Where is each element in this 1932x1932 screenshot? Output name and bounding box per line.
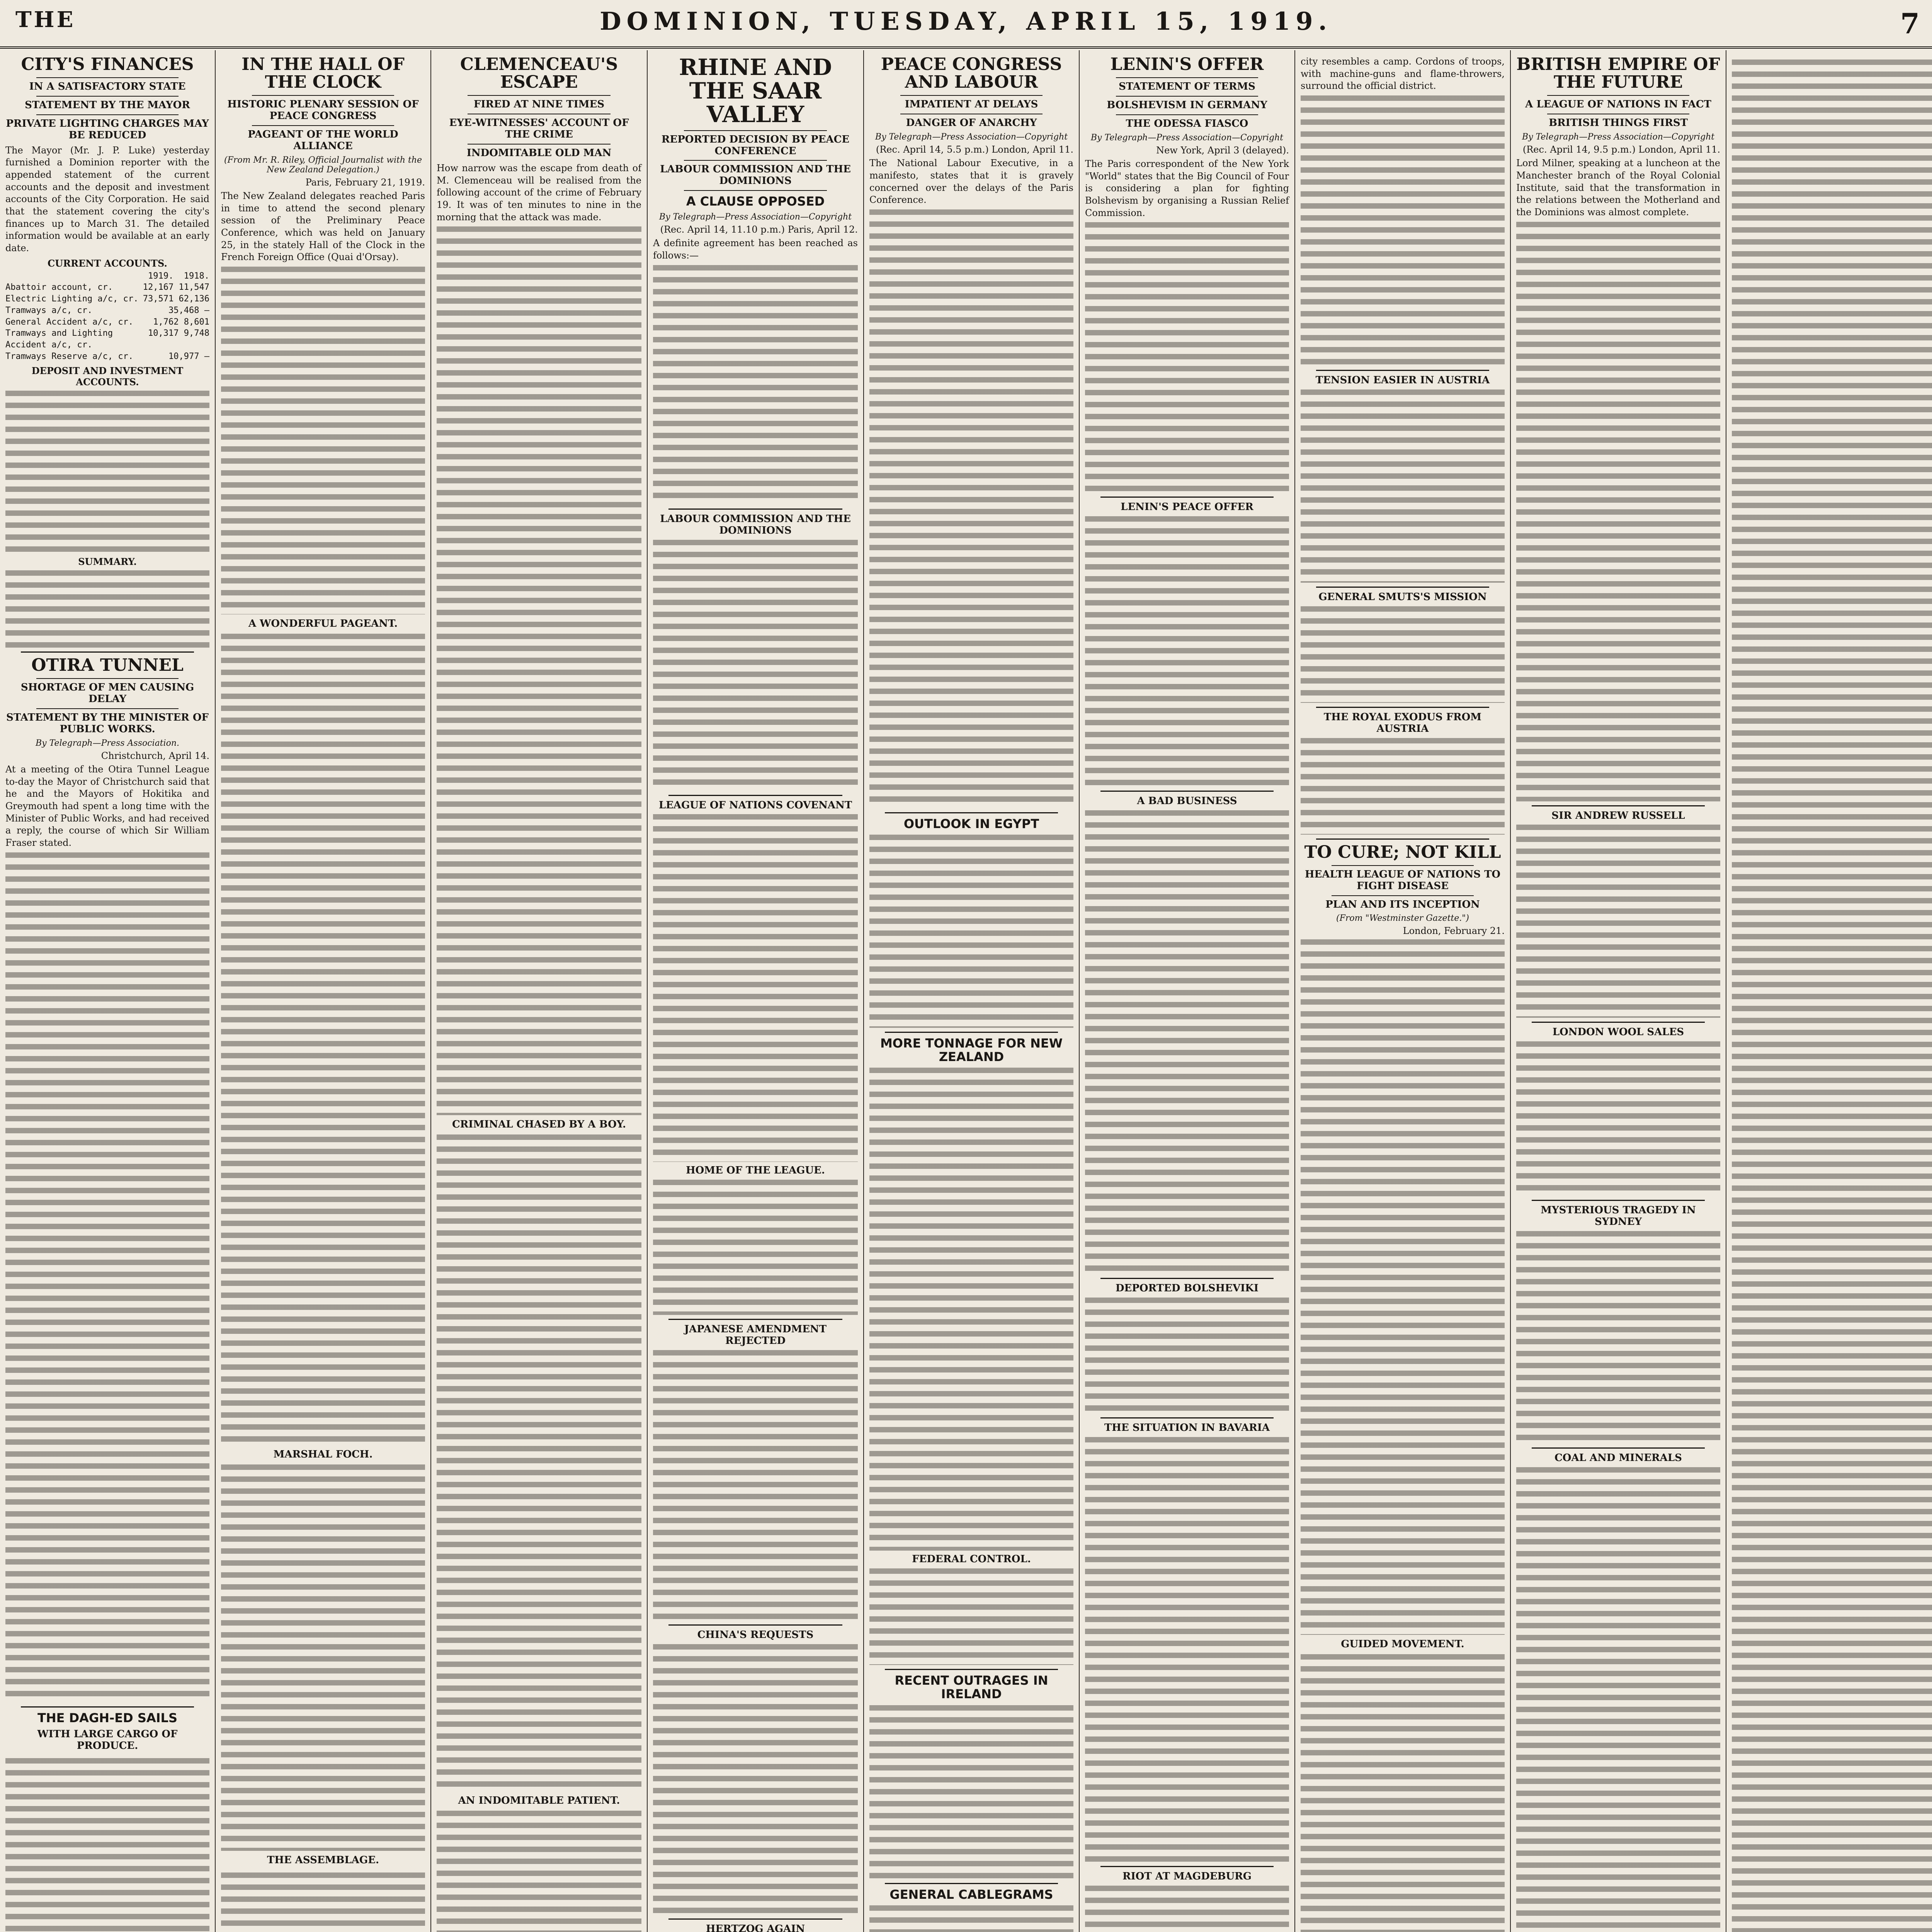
table-section: SUMMARY. [78,556,137,568]
headline-british-empire: BRITISH EMPIRE OF THE FUTURE [1516,54,1720,92]
text-block [869,1568,1073,1665]
divider [1100,1278,1274,1279]
text-block [1516,1041,1720,1196]
subhead: OUTLOOK IN EGYPT [903,816,1039,831]
divider [36,114,179,115]
column-1 [0,50,216,1932]
deck: DANGER OF ANARCHY [906,117,1037,129]
credit-line: (From "Westminster Gazette.") [1336,913,1469,923]
subhead: MARSHAL FOCH. [273,1448,373,1460]
deck: A CLAUSE OPPOSED [686,194,825,209]
dateline: (Rec. April 14, 5.5 p.m.) London, April 11. [876,144,1073,155]
column-6 [1080,50,1295,1932]
table-row: General Accident a/c, cr. 1,762 8,601 [5,317,209,327]
divider [1316,370,1489,371]
divider [1316,587,1489,588]
subhead: HERTZOG AGAIN [706,1923,805,1932]
divider [668,1624,842,1626]
divider [885,1669,1058,1670]
divider [1532,1447,1705,1449]
masthead [0,0,1932,49]
subhead: RIOT AT MAGDEBURG [1122,1870,1252,1882]
deck: IMPATIENT AT DELAYS [905,99,1038,111]
text-block [1085,810,1289,1274]
divider [36,96,179,97]
article-body: The Mayor (Mr. J. P. Luke) yesterday furnished a Dominion reporter with the appended statement of the current accounts and the deposit and investment accounts of the City Corporation. He said that the statement covering the city's finances up to March 31. The detailed information would be available at an early date. [5,145,209,254]
article-body: city resembles a camp. Cordons of troops, with machine-guns and flame-throwers, surround the official district. [1301,56,1505,92]
text-block [1516,1231,1720,1444]
deck: IN A SATISFACTORY STATE [29,81,186,93]
headline-sails: THE DAGH-ED SAILS [37,1710,177,1725]
divider [1332,895,1474,896]
deck: A LEAGUE OF NATIONS IN FACT [1525,99,1711,111]
deck: EYE-WITNESSES' ACCOUNT OF THE CRIME [449,117,629,141]
subhead: THE ASSEMBLAGE. [267,1854,379,1866]
deck: FIRED AT NINE TIMES [473,99,605,111]
text-block [1516,1467,1720,1932]
divider [684,130,827,131]
text-block [1301,738,1505,835]
divider [900,95,1043,96]
divider [668,509,842,510]
masthead-title: DOMINION, TUESDAY, APRIL 15, 1919. [600,7,1332,36]
divider [1100,1417,1274,1418]
table-header [5,270,209,282]
divider [21,651,194,653]
credit-line: By Telegraph—Press Association—Copyright [659,212,852,222]
deck: STATEMENT BY THE MINISTER OF PUBLIC WORKS. [6,712,209,735]
year-col: 1919. [148,271,174,281]
text-block [221,1872,425,1932]
text-block [5,852,209,1702]
text-block [653,265,858,505]
divider [1532,1022,1705,1023]
table-row: Tramways and Lighting Accident a/c, cr. 10,317 9,748 [5,328,209,350]
subhead: THE ROYAL EXODUS FROM AUSTRIA [1323,711,1482,735]
text-block [869,1068,1073,1551]
text-block [1301,389,1505,583]
divider [1316,838,1489,840]
text-block [221,1464,425,1851]
divider [468,95,611,96]
subhead: CRIMINAL CHASED BY A BOY. [452,1119,626,1131]
subhead: GENERAL CABLEGRAMS [889,1887,1053,1902]
headline-lenins-offer: LENIN'S OFFER [1110,54,1264,74]
column-2 [216,50,431,1932]
credit-line: By Telegraph—Press Association—Copyright [875,132,1068,142]
text-block [869,1905,1073,1932]
text-block [869,209,1073,808]
divider [1116,114,1258,115]
text-block [1085,222,1289,493]
text-block [1301,606,1505,703]
text-block [1085,1886,1289,1932]
subhead: A BAD BUSINESS [1137,795,1237,807]
text-block [653,1180,858,1315]
divider [1100,791,1274,792]
dateline: (Rec. April 14, 11.10 p.m.) Paris, April 12. [660,224,858,235]
divider [885,812,1058,813]
text-block [653,1644,858,1915]
text-block [653,814,858,1162]
subhead: DEPORTED BOLSHEVIKI [1115,1282,1259,1294]
headline-to-cure: TO CURE; NOT KILL [1304,842,1501,862]
subhead: CHINA'S REQUESTS [697,1629,814,1641]
text-block [437,226,641,1115]
text-block [1516,825,1720,1018]
dateline: (Rec. April 14, 9.5 p.m.) London, April 11. [1522,144,1720,155]
dateline: Christchurch, April 14. [101,750,209,762]
deck: SHORTAGE OF MEN CAUSING DELAY [20,682,194,705]
column-7 [1295,50,1511,1932]
credit-line: By Telegraph—Press Association—Copyright [1522,132,1715,142]
headline-city-finances: CITY'S FINANCES [21,54,194,74]
text-block [653,1350,858,1621]
divider [1100,1866,1274,1867]
headline-peace-congress-labour: PEACE CONGRESS AND LABOUR [881,54,1062,92]
divider [684,190,827,191]
deck: REPORTED DECISION BY PEACE CONFERENCE [661,133,850,157]
divider [885,1032,1058,1033]
text-block [869,835,1073,1028]
text-block [5,1758,209,1932]
subhead: LONDON WOOL SALES [1552,1026,1684,1038]
divider [252,95,394,96]
subhead: GUIDED MOVEMENT. [1341,1638,1464,1650]
divider [36,708,179,709]
divider [21,1706,194,1708]
divider [468,144,611,145]
subhead: TENSION EASIER IN AUSTRIA [1315,374,1490,386]
subhead: MORE TONNAGE FOR NEW ZEALAND [880,1036,1063,1065]
column-9 [1726,50,1932,1932]
divider [1532,805,1705,806]
subhead: HOME OF THE LEAGUE. [686,1165,825,1177]
deck: STATEMENT BY THE MAYOR [25,99,190,111]
text-block [1085,1298,1289,1413]
deck: INDOMITABLE OLD MAN [466,147,612,159]
table-title: CURRENT ACCOUNTS. [48,257,167,269]
deck: PLAN AND ITS INCEPTION [1325,898,1480,910]
dateline: New York, April 3 (delayed). [1156,145,1289,156]
subhead: LABOUR COMMISSION AND THE DOMINIONS [660,513,851,536]
article-body: The National Labour Executive, in a manifesto, states that it is gravely concerned over the delays of the Paris Conference. [869,158,1073,206]
text-block [1516,222,1720,801]
deck: HEALTH LEAGUE OF NATIONS TO FIGHT DISEASE [1304,868,1501,892]
deck: PAGEANT OF THE WORLD ALLIANCE [248,129,398,152]
text-block [1085,1437,1289,1862]
text-block [437,1134,641,1791]
headline-hall-of-clock: IN THE HALL OF THE CLOCK [242,54,405,92]
subhead: LEAGUE OF NATIONS COVENANT [658,799,852,811]
text-block [437,1811,641,1932]
text-block [5,391,209,553]
credit-line: By Telegraph—Press Association—Copyright [1090,133,1284,143]
year-col: 1918. [184,271,209,281]
deck: HISTORIC PLENARY SESSION OF PEACE CONGRESS [227,99,419,122]
deck: BOLSHEVISM IN GERMANY [1107,99,1267,111]
divider [1532,1200,1705,1201]
table-row: Abattoir account, cr. 12,167 11,547 [5,282,209,293]
masthead-left: THE [15,7,76,32]
text-block [1301,939,1505,1635]
divider [252,125,394,126]
subhead: JAPANESE AMENDMENT REJECTED [684,1323,827,1347]
text-block [1301,95,1505,366]
text-block [1732,60,1932,1932]
deck: THE ODESSA FIASCO [1126,117,1248,129]
divider [885,1883,1058,1884]
divider [1547,95,1689,96]
text-block [1301,1654,1505,1932]
column-3 [431,50,648,1932]
article-body: The Paris correspondent of the New York "World" states that the Big Council of Four is considering a plan for fighting Bolshevism by organising a Russian Relief Commission. [1085,158,1289,218]
deck: LABOUR COMMISSION AND THE DOMINIONS [660,163,851,187]
headline-otira-tunnel: OTIRA TUNNEL [31,655,184,675]
credit-line: By Telegraph—Press Association. [36,738,179,748]
divider [1332,865,1474,866]
divider [36,77,179,78]
deck: STATEMENT OF TERMS [1119,81,1255,93]
deck: WITH LARGE CARGO OF PRODUCE. [37,1728,178,1752]
divider [668,795,842,796]
deck: PRIVATE LIGHTING CHARGES MAY BE REDUCED [6,117,209,141]
dateline: London, February 21. [1403,925,1505,937]
text-block [653,540,858,791]
article-body: A definite agreement has been reached as follows:— [653,238,858,261]
column-4 [648,50,864,1932]
accounts-table [5,258,209,568]
headline-rhine-saar: RHINE AND THE SAAR VALLEY [679,54,832,128]
text-block [221,267,425,614]
table-row: Tramways a/c, cr. 35,468 — [5,305,209,315]
subhead: MYSTERIOUS TRAGEDY IN SYDNEY [1541,1204,1696,1228]
column-5 [864,50,1080,1932]
text-block [221,634,425,1445]
text-block [869,1705,1073,1879]
table-row: Electric Lighting a/c, cr. 73,571 62,136 [5,294,209,304]
divider [684,160,827,161]
column-8 [1511,50,1726,1932]
article-body: Lord Milner, speaking at a luncheon at the Manchester branch of the Royal Colonial Institute, said that the transformation in the relations between the Motherland and the Dominions was almost complete. [1516,158,1720,218]
article-body: At a meeting of the Otira Tunnel League to-day the Mayor of Christchurch said that he and the Mayors of Hokitika and Greymouth had spent a long time with the Minister of Public Works, and had received a reply, the course of which Sir William Fraser stated. [5,764,209,849]
divider [668,1319,842,1320]
article-body: How narrow was the escape from death of M. Clemenceau will be realised from the following account of the crime of February 19. It was of ten minutes to nine in the morning that the attack was made. [437,162,641,223]
table-row: Tramways Reserve a/c, cr. 10,977 — [5,351,209,361]
subhead: LENIN'S PEACE OFFER [1121,501,1253,513]
credit-line: (From Mr. R. Riley, Official Journalist with the New Zealand Delegation.) [224,155,422,175]
deck: BRITISH THINGS FIRST [1549,117,1688,129]
text-block [5,570,209,648]
subhead: A WONDERFUL PAGEANT. [248,617,398,629]
subhead: FEDERAL CONTROL. [912,1553,1031,1565]
subhead: SIR ANDREW RUSSELL [1551,810,1685,821]
divider [1316,707,1489,708]
divider [1116,77,1258,78]
headline-clemenceau: CLEMENCEAU'S ESCAPE [460,54,618,92]
page-number: 7 [1900,7,1922,40]
subhead: AN INDOMITABLE PATIENT. [458,1795,620,1807]
dateline: Paris, February 21, 1919. [305,177,425,188]
table-section: DEPOSIT AND INVESTMENT ACCOUNTS. [31,365,184,388]
divider [1116,96,1258,97]
divider [36,678,179,679]
subhead: THE SITUATION IN BAVARIA [1104,1422,1270,1434]
divider [1100,497,1274,498]
divider [668,1918,842,1920]
subhead: GENERAL SMUTS'S MISSION [1318,591,1487,603]
columns [0,50,1932,1932]
subhead: COAL AND MINERALS [1554,1452,1682,1464]
text-block [1085,516,1289,787]
subhead: RECENT OUTRAGES IN IRELAND [895,1673,1048,1702]
article-body: The New Zealand delegates reached Paris in time to attend the second plenary session of the Preliminary Peace Conference, which was held on January 25, in the stately Hall of the Clock in the French Foreign Office (Quai d'Orsay). [221,190,425,263]
